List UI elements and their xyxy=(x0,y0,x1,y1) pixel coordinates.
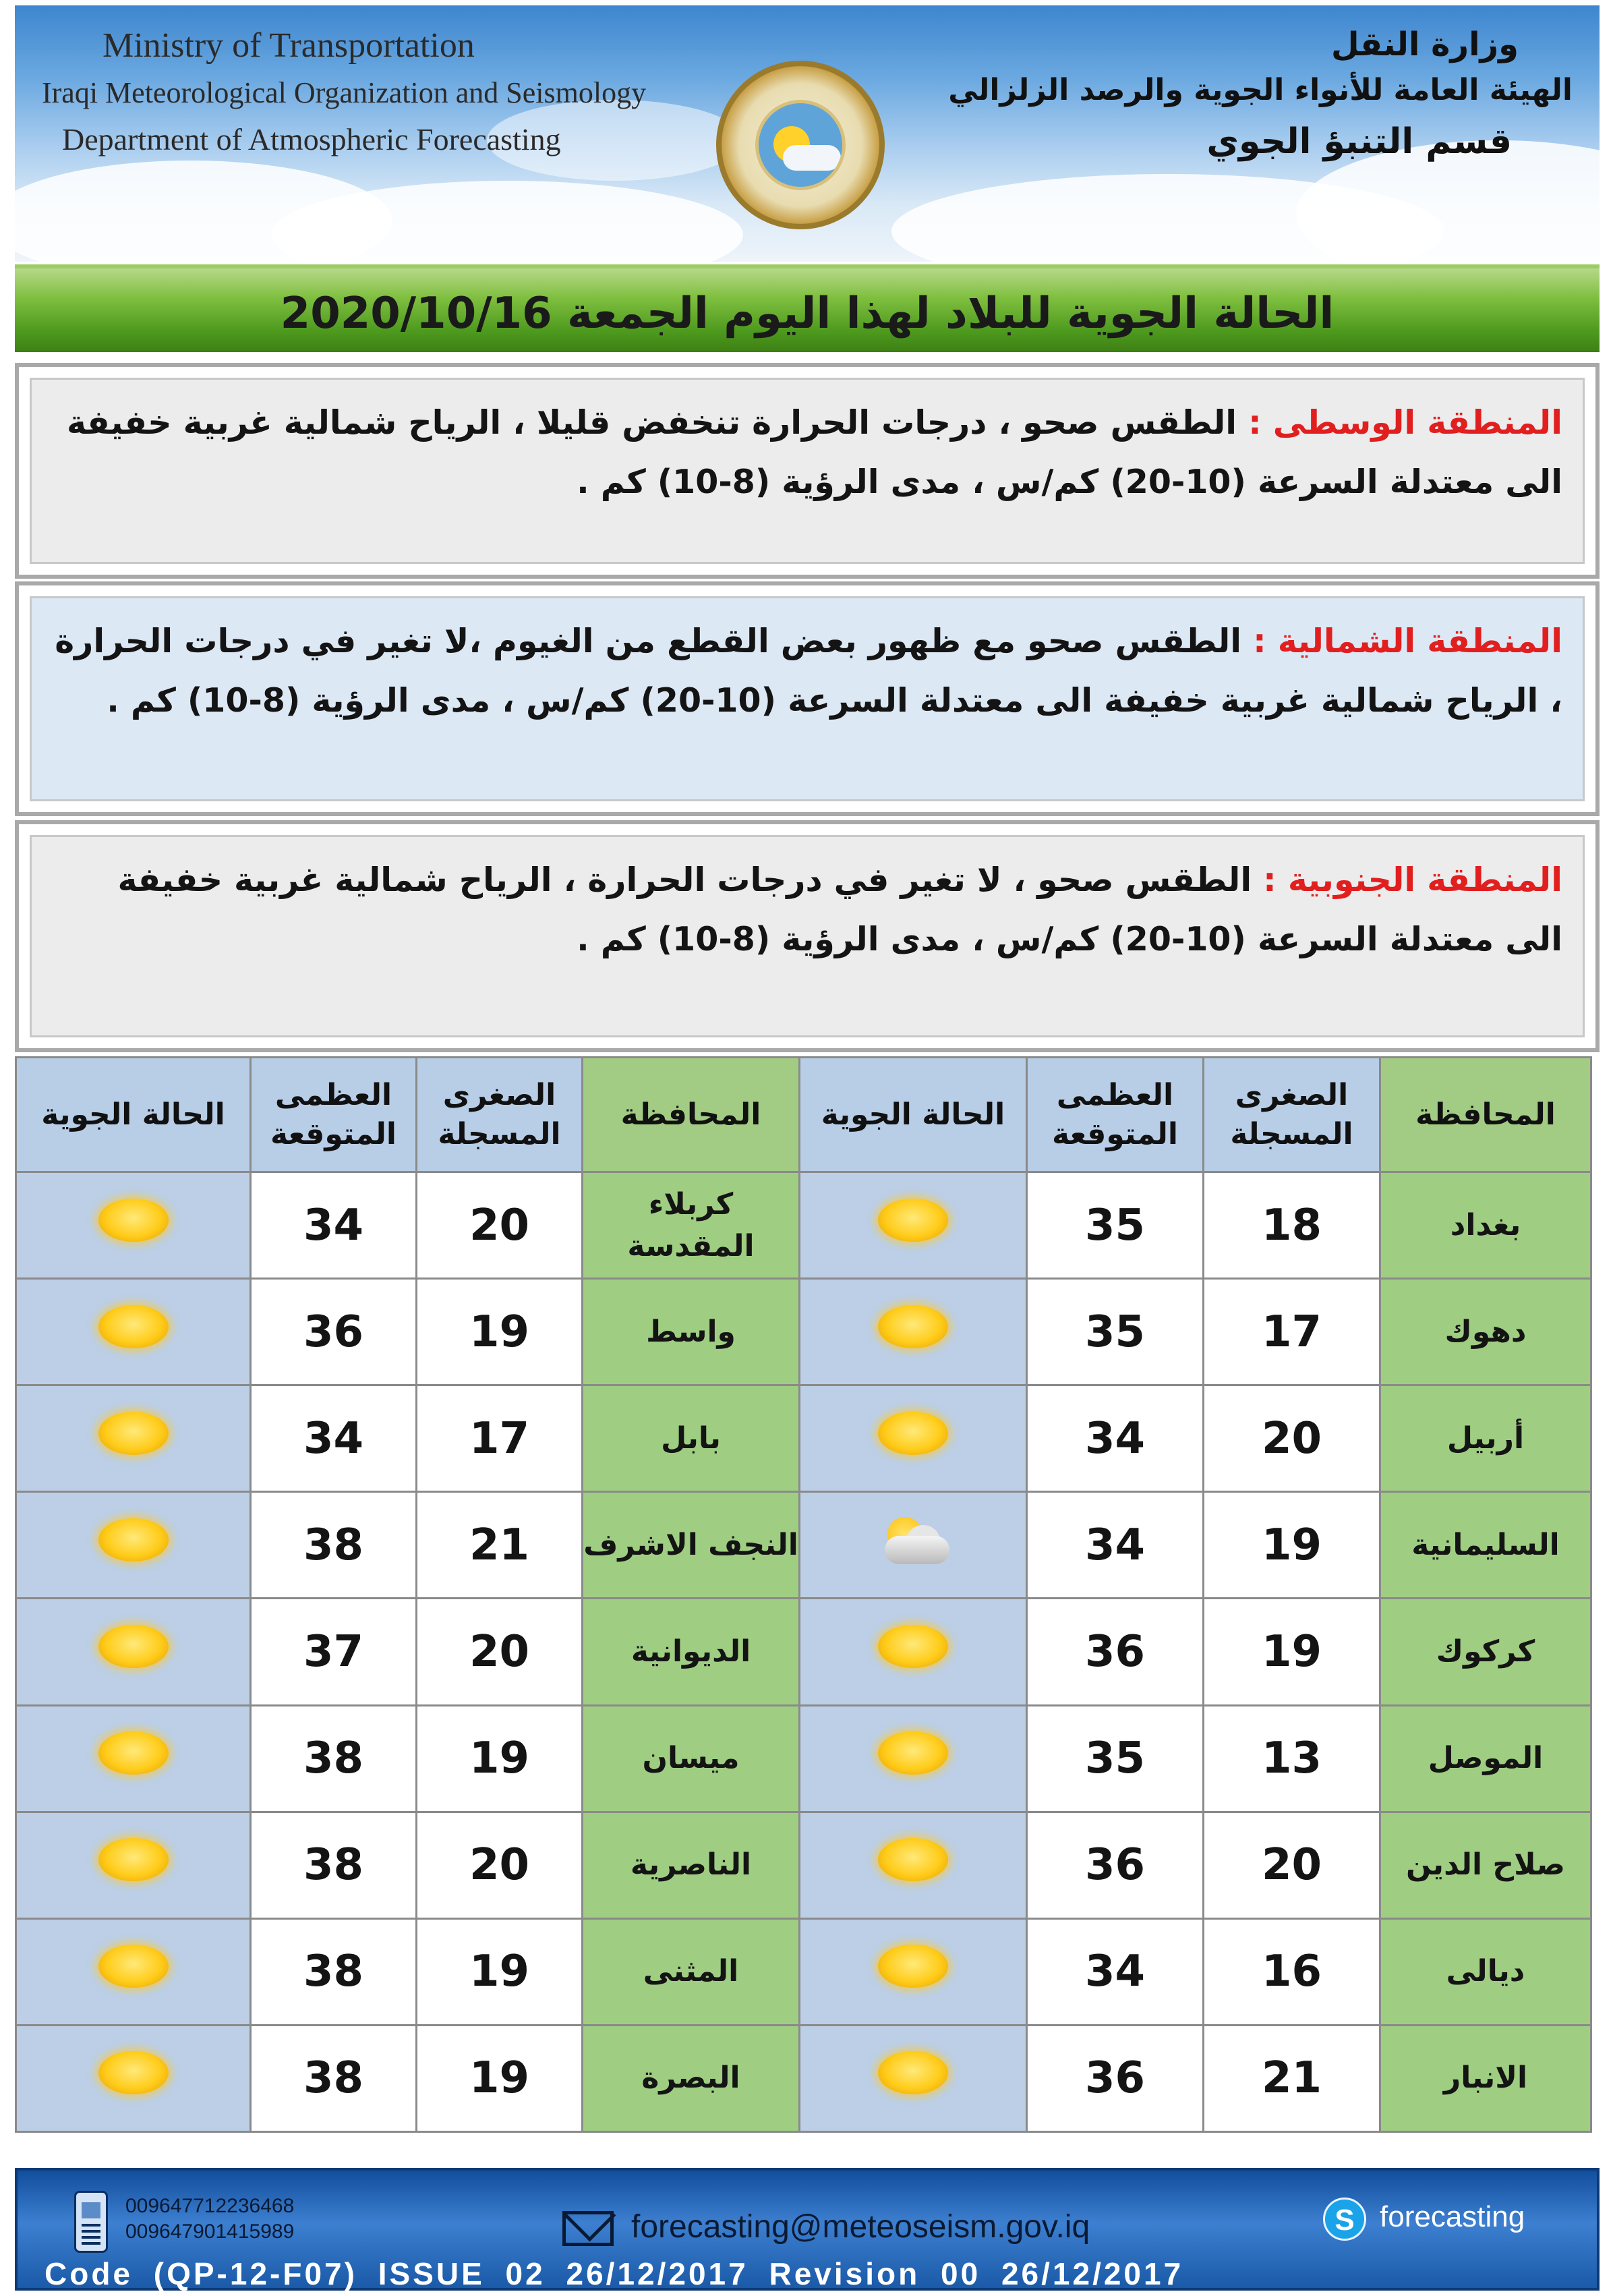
email-link[interactable]: forecasting@meteoseism.gov.iq xyxy=(631,2209,1090,2245)
region-label: المنطقة الوسطى : xyxy=(1248,403,1562,442)
min-temp-value: 20 xyxy=(1204,1385,1380,1492)
weather-cell xyxy=(800,1279,1027,1385)
sunny-icon xyxy=(98,1199,169,1242)
table-row xyxy=(16,1918,1591,2025)
sunny-icon xyxy=(98,1731,169,1775)
governorate-name: السليمانية xyxy=(1380,1492,1591,1599)
max-temp-value: 38 xyxy=(251,1918,417,2025)
table-header-row xyxy=(16,1058,1591,1172)
min-temp-value: 17 xyxy=(1204,1279,1380,1385)
table-row xyxy=(16,1172,1591,1279)
department-name-en: Department of Atmospheric Forecasting xyxy=(62,122,561,156)
department-name-ar: قسم التنبؤ الجوي xyxy=(1206,121,1512,162)
governorate-name: ديالى xyxy=(1380,1918,1591,2025)
region-south xyxy=(15,820,1600,1052)
phone-number: 009647712236468 xyxy=(125,2195,295,2217)
phone-numbers xyxy=(125,2193,294,2245)
max-temp-value: 38 xyxy=(251,2025,417,2131)
max-temp-value: 34 xyxy=(1027,1385,1204,1492)
min-temp-value: 19 xyxy=(417,1279,583,1385)
region-label: المنطقة الجنوبية : xyxy=(1263,861,1562,899)
header-min-temp: الصغرى المسجلة xyxy=(417,1058,583,1172)
weather-cell xyxy=(800,1385,1027,1492)
sunny-icon xyxy=(98,1305,169,1348)
ministry-name-en: Ministry of Transportation xyxy=(102,26,475,65)
sunny-icon xyxy=(878,2051,948,2094)
governorate-name: ميسان xyxy=(583,1705,800,1812)
weather-cell xyxy=(16,2025,251,2131)
region-central xyxy=(15,363,1600,579)
governorate-name: كركوك xyxy=(1380,1599,1591,1705)
region-south-text xyxy=(30,835,1585,1037)
governorate-name: واسط xyxy=(583,1279,800,1385)
weather-cell xyxy=(16,1172,251,1279)
table-row xyxy=(16,1279,1591,1385)
max-temp-value: 34 xyxy=(1027,1918,1204,2025)
region-central-text xyxy=(30,378,1585,564)
sunny-icon xyxy=(878,1731,948,1775)
max-temp-value: 36 xyxy=(251,1279,417,1385)
sunny-icon xyxy=(98,1838,169,1881)
max-temp-value: 36 xyxy=(1027,1599,1204,1705)
ministry-name-ar: وزارة النقل xyxy=(1330,26,1519,63)
max-temp-value: 35 xyxy=(1027,1279,1204,1385)
sunny-icon xyxy=(878,1412,948,1455)
forecast-table xyxy=(15,1056,1592,2133)
governorate-name: صلاح الدين xyxy=(1380,1812,1591,1918)
governorate-name: الموصل xyxy=(1380,1705,1591,1812)
organization-name-en: Iraqi Meteorological Organization and Seismology xyxy=(42,76,647,109)
sunny-icon xyxy=(98,1945,169,1988)
weather-cell xyxy=(800,1172,1027,1279)
max-temp-value: 34 xyxy=(251,1172,417,1279)
min-temp-value: 21 xyxy=(1204,2025,1380,2131)
max-temp-value: 37 xyxy=(251,1599,417,1705)
skype-handle[interactable]: forecasting xyxy=(1380,2200,1525,2233)
sunny-icon xyxy=(878,1305,948,1348)
sunny-icon xyxy=(98,1412,169,1455)
max-temp-value: 38 xyxy=(251,1812,417,1918)
phone-icon xyxy=(74,2191,108,2253)
table-row xyxy=(16,1812,1591,1918)
min-temp-value: 20 xyxy=(417,1599,583,1705)
document-code: Code (QP-12-F07) ISSUE 02 26/12/2017 Revision 00 26/12/2017 xyxy=(45,2256,1184,2291)
weather-cell xyxy=(800,2025,1027,2131)
header-weather: الحالة الجوية xyxy=(16,1058,251,1172)
min-temp-value: 21 xyxy=(417,1492,583,1599)
weather-cell xyxy=(16,1812,251,1918)
max-temp-value: 35 xyxy=(1027,1172,1204,1279)
table-row xyxy=(16,1385,1591,1492)
title-bar xyxy=(15,264,1600,352)
region-north xyxy=(15,581,1600,816)
min-temp-value: 13 xyxy=(1204,1705,1380,1812)
weather-cell xyxy=(800,1705,1027,1812)
header-max-temp: العظمى المتوقعة xyxy=(1027,1058,1204,1172)
weather-cell xyxy=(16,1599,251,1705)
min-temp-value: 19 xyxy=(417,2025,583,2131)
organization-name-ar: الهيئة العامة للأنواء الجوية والرصد الزلزالي xyxy=(948,73,1573,107)
sunny-icon xyxy=(878,1199,948,1242)
governorate-name: أربيل xyxy=(1380,1385,1591,1492)
min-temp-value: 20 xyxy=(417,1172,583,1279)
governorate-name: الديوانية xyxy=(583,1599,800,1705)
weather-cell xyxy=(16,1385,251,1492)
max-temp-value: 36 xyxy=(1027,2025,1204,2131)
sunny-icon xyxy=(878,1625,948,1668)
governorate-name: دهوك xyxy=(1380,1279,1591,1385)
table-row xyxy=(16,2025,1591,2131)
min-temp-value: 19 xyxy=(417,1918,583,2025)
governorate-name: المثنى xyxy=(583,1918,800,2025)
partly-cloudy-icon xyxy=(875,1513,951,1567)
min-temp-value: 20 xyxy=(417,1812,583,1918)
page-title: الحالة الجوية للبلاد لهذا اليوم الجمعة 2020/10/16 xyxy=(280,289,1335,339)
skype-icon: S xyxy=(1323,2198,1366,2241)
governorate-name: بابل xyxy=(583,1385,800,1492)
region-description: الطقس صحو مع ظهور بعض القطع من الغيوم ،لا تغير في درجات الحرارة ، الرياح شمالية غربية خفيفة الى معتدلة السرعة (10-20) كم/س ، مدى الرؤية (8-10) كم . xyxy=(55,622,1562,720)
region-label: المنطقة الشمالية : xyxy=(1253,622,1562,660)
max-temp-value: 34 xyxy=(1027,1492,1204,1599)
header-governorate: المحافظة xyxy=(1380,1058,1591,1172)
min-temp-value: 17 xyxy=(417,1385,583,1492)
min-temp-value: 19 xyxy=(1204,1492,1380,1599)
max-temp-value: 34 xyxy=(251,1385,417,1492)
governorate-name: بغداد xyxy=(1380,1172,1591,1279)
max-temp-value: 38 xyxy=(251,1492,417,1599)
governorate-name: الناصرية xyxy=(583,1812,800,1918)
sunny-icon xyxy=(878,1945,948,1988)
governorate-name: الانبار xyxy=(1380,2025,1591,2131)
max-temp-value: 36 xyxy=(1027,1812,1204,1918)
sunny-icon xyxy=(878,1838,948,1881)
header-min-temp: الصغرى المسجلة xyxy=(1204,1058,1380,1172)
min-temp-value: 16 xyxy=(1204,1918,1380,2025)
mail-icon xyxy=(562,2211,614,2246)
region-north-text xyxy=(30,596,1585,801)
header-max-temp: العظمى المتوقعة xyxy=(251,1058,417,1172)
max-temp-value: 38 xyxy=(251,1705,417,1812)
weather-cell xyxy=(16,1492,251,1599)
page-header xyxy=(15,5,1600,262)
table-row xyxy=(16,1599,1591,1705)
min-temp-value: 19 xyxy=(1204,1599,1380,1705)
weather-cell xyxy=(800,1599,1027,1705)
weather-cell xyxy=(800,1918,1027,2025)
governorate-name: البصرة xyxy=(583,2025,800,2131)
min-temp-value: 20 xyxy=(1204,1812,1380,1918)
phone-number: 009647901415989 xyxy=(125,2220,295,2243)
table-row xyxy=(16,1492,1591,1599)
weather-cell xyxy=(16,1705,251,1812)
organization-seal-icon xyxy=(716,61,885,229)
region-description: الطقس صحو ، لا تغير في درجات الحرارة ، الرياح شمالية غربية خفيفة الى معتدلة السرعة (10-20) كم/س ، مدى الرؤية (8-10) كم . xyxy=(117,861,1562,958)
region-description: الطقس صحو ، درجات الحرارة تنخفض قليلا ، الرياح شمالية غربية خفيفة الى معتدلة السرعة (10-20) كم/س ، مدى الرؤية (8-10) كم . xyxy=(67,403,1562,501)
page-footer xyxy=(15,2168,1600,2291)
header-governorate: المحافظة xyxy=(583,1058,800,1172)
sunny-icon xyxy=(98,1518,169,1561)
governorate-name: كربلاء المقدسة xyxy=(583,1172,800,1279)
weather-cell xyxy=(800,1812,1027,1918)
weather-cell xyxy=(16,1279,251,1385)
table-row xyxy=(16,1705,1591,1812)
min-temp-value: 18 xyxy=(1204,1172,1380,1279)
max-temp-value: 35 xyxy=(1027,1705,1204,1812)
sunny-icon xyxy=(98,1625,169,1668)
weather-cell xyxy=(16,1918,251,2025)
header-weather: الحالة الجوية xyxy=(800,1058,1027,1172)
min-temp-value: 19 xyxy=(417,1705,583,1812)
sunny-icon xyxy=(98,2051,169,2094)
governorate-name: النجف الاشرف xyxy=(583,1492,800,1599)
weather-cell xyxy=(800,1492,1027,1599)
